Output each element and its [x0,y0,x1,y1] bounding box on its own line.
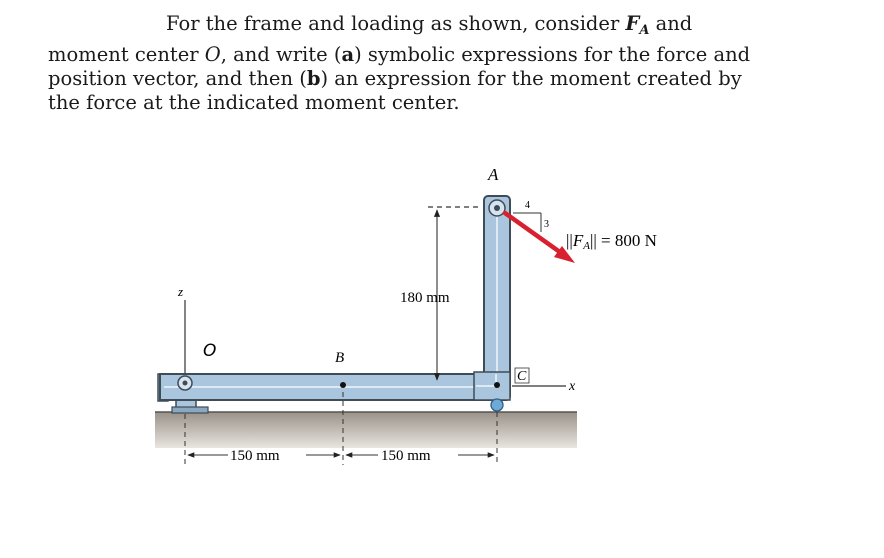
slope-rise-label: 3 [544,219,549,230]
problem-text: ) an expression for the moment created by [320,67,742,90]
force-norm-open: || [566,231,573,250]
moment-center-variable: O [204,43,221,66]
dimension-left-label: 150 mm [230,448,280,464]
dimension-right-label: 150 mm [381,448,431,464]
horizontal-member [160,374,500,400]
pin-o-center [183,381,188,386]
point-c [494,382,500,388]
problem-text: and [649,12,693,35]
x-axis-label: x [569,379,576,394]
force-norm-close: || [589,231,597,250]
roller-c [491,399,503,411]
force-subscript: A [583,240,590,252]
z-axis-label: z [178,284,184,299]
label-c: C [517,369,527,384]
force-value: = 800 N [596,231,657,250]
part-a-label: a [341,43,355,66]
problem-text: , and write ( [220,43,342,66]
force-variable-subscript: A [639,23,650,38]
ground [155,412,577,448]
slope-run-label: 4 [525,200,530,211]
label-a: A [488,165,499,184]
problem-text: position vector, and then ( [48,67,307,90]
label-b: B [335,350,345,366]
dimension-180mm-label: 180 mm [400,290,450,306]
point-b [340,382,346,388]
vertical-member [474,196,510,400]
pin-a-center [494,205,500,211]
label-o: O [203,341,217,361]
force-variable: F [625,12,640,35]
problem-text: For the frame and loading as shown, consider [166,12,626,35]
force-symbol: F [572,231,584,250]
problem-text: moment center [48,43,205,66]
problem-line-4: the force at the indicated moment center. [48,91,460,114]
part-b-label: b [306,67,321,90]
force-magnitude-label [566,231,657,252]
problem-text: ) symbolic expressions for the force and [354,43,751,66]
force-arrow-fa [505,213,575,263]
